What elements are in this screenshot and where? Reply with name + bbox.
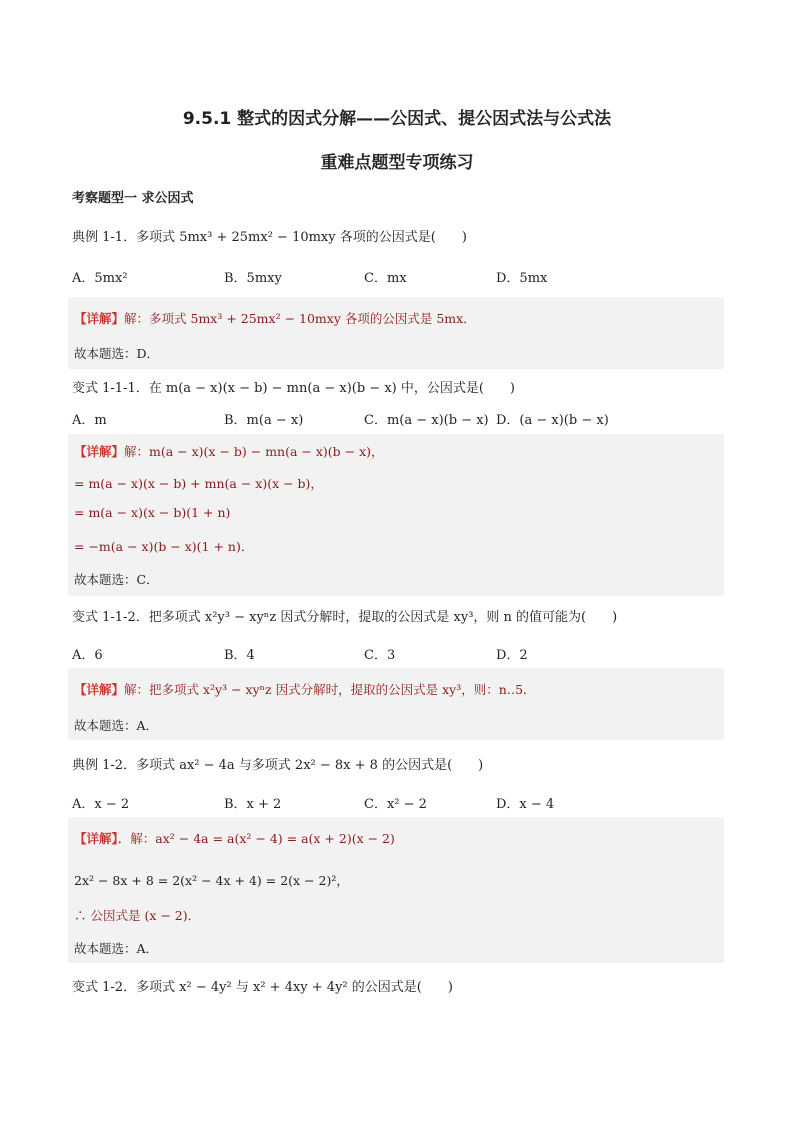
option-c: C．x² − 2	[364, 797, 427, 812]
section-heading: 考察题型一 求公因式	[72, 191, 194, 206]
option-c: C．3	[364, 648, 396, 663]
question-3-stem: 变式 1-1-2．把多项式 x²y³ − xyⁿz 因式分解时，提取的公因式是 xy³，则 n 的值可能为( )	[72, 610, 618, 625]
solution-answer: 故本题选：A．	[74, 941, 159, 956]
option-c: C．mx	[364, 271, 407, 286]
solution-line: 【详解】．解：ax² − 4a = a(x² − 4) = a(x + 2)(x − 2)	[74, 831, 395, 846]
question-2-stem: 变式 1-1-1．在 m(a − x)(x − b) − mn(a − x)(b − x) 中，公因式是( )	[72, 381, 515, 396]
question-3-solution	[68, 668, 724, 740]
question-4-solution	[68, 817, 724, 963]
solution-answer: 故本题选：C．	[74, 572, 159, 587]
option-d: D．2	[496, 648, 528, 663]
question-2-solution	[68, 434, 724, 596]
option-a: A．5mx²	[72, 271, 128, 286]
solution-line: 【详解】解：多项式 5mx³ + 25mx² − 10mxy 各项的公因式是 5mx．	[74, 311, 476, 326]
solution-line: 2x² − 8x + 8 = 2(x² − 4x + 4) = 2(x − 2)²，	[74, 873, 349, 888]
question-1-stem: 典例 1-1．多项式 5mx³ + 25mx² − 10mxy 各项的公因式是( )	[72, 230, 467, 245]
solution-tag: 【详解】	[74, 444, 125, 459]
question-2-options	[72, 409, 672, 427]
question-1-options	[72, 267, 672, 285]
solution-tag: 【详解】	[74, 311, 125, 326]
document-subtitle: 重难点题型专项练习	[320, 153, 474, 173]
option-b: B．5mxy	[224, 271, 282, 286]
solution-line: = m(a − x)(x − b) + mn(a − x)(x − b)，	[74, 476, 323, 491]
solution-answer: 故本题选：A．	[74, 718, 159, 733]
option-c: C．m(a − x)(b − x)	[364, 413, 489, 428]
solution-answer: 故本题选：D．	[74, 346, 160, 361]
document-title: 9.5.1 整式的因式分解——公因式、提公因式法与公式法	[182, 109, 612, 129]
solution-line: = m(a − x)(x − b)(1 + n)	[74, 505, 231, 520]
option-b: B．4	[224, 648, 255, 663]
solution-tag: 【详解】．	[74, 831, 131, 846]
question-4-stem: 典例 1-2．多项式 ax² − 4a 与多项式 2x² − 8x + 8 的公因式是( )	[72, 758, 484, 773]
option-b: B．x + 2	[224, 797, 282, 812]
option-b: B．m(a − x)	[224, 413, 304, 428]
solution-tag: 【详解】	[74, 682, 125, 697]
solution-line: 【详解】解：m(a − x)(x − b) − mn(a − x)(b − x)，	[74, 444, 384, 459]
question-4-options	[72, 793, 672, 811]
option-a: A．m	[72, 413, 107, 428]
solution-line: 【详解】解：把多项式 x²y³ − xyⁿz 因式分解时，提取的公因式是 xy³，则：n‥5．	[74, 682, 536, 697]
solution-line: ∴ 公因式是 (x − 2)．	[74, 908, 201, 923]
solution-line: = −m(a − x)(b − x)(1 + n)．	[74, 539, 254, 554]
option-a: A．6	[72, 648, 103, 663]
option-d: D．5mx	[496, 271, 548, 286]
option-d: D．x − 4	[496, 797, 555, 812]
option-d: D．(a − x)(b − x)	[496, 413, 609, 428]
question-1-solution	[68, 297, 724, 369]
question-5-stem: 变式 1-2．多项式 x² − 4y² 与 x² + 4xy + 4y² 的公因式是( )	[72, 980, 453, 995]
question-3-options	[72, 644, 672, 662]
option-a: A．x − 2	[72, 797, 130, 812]
